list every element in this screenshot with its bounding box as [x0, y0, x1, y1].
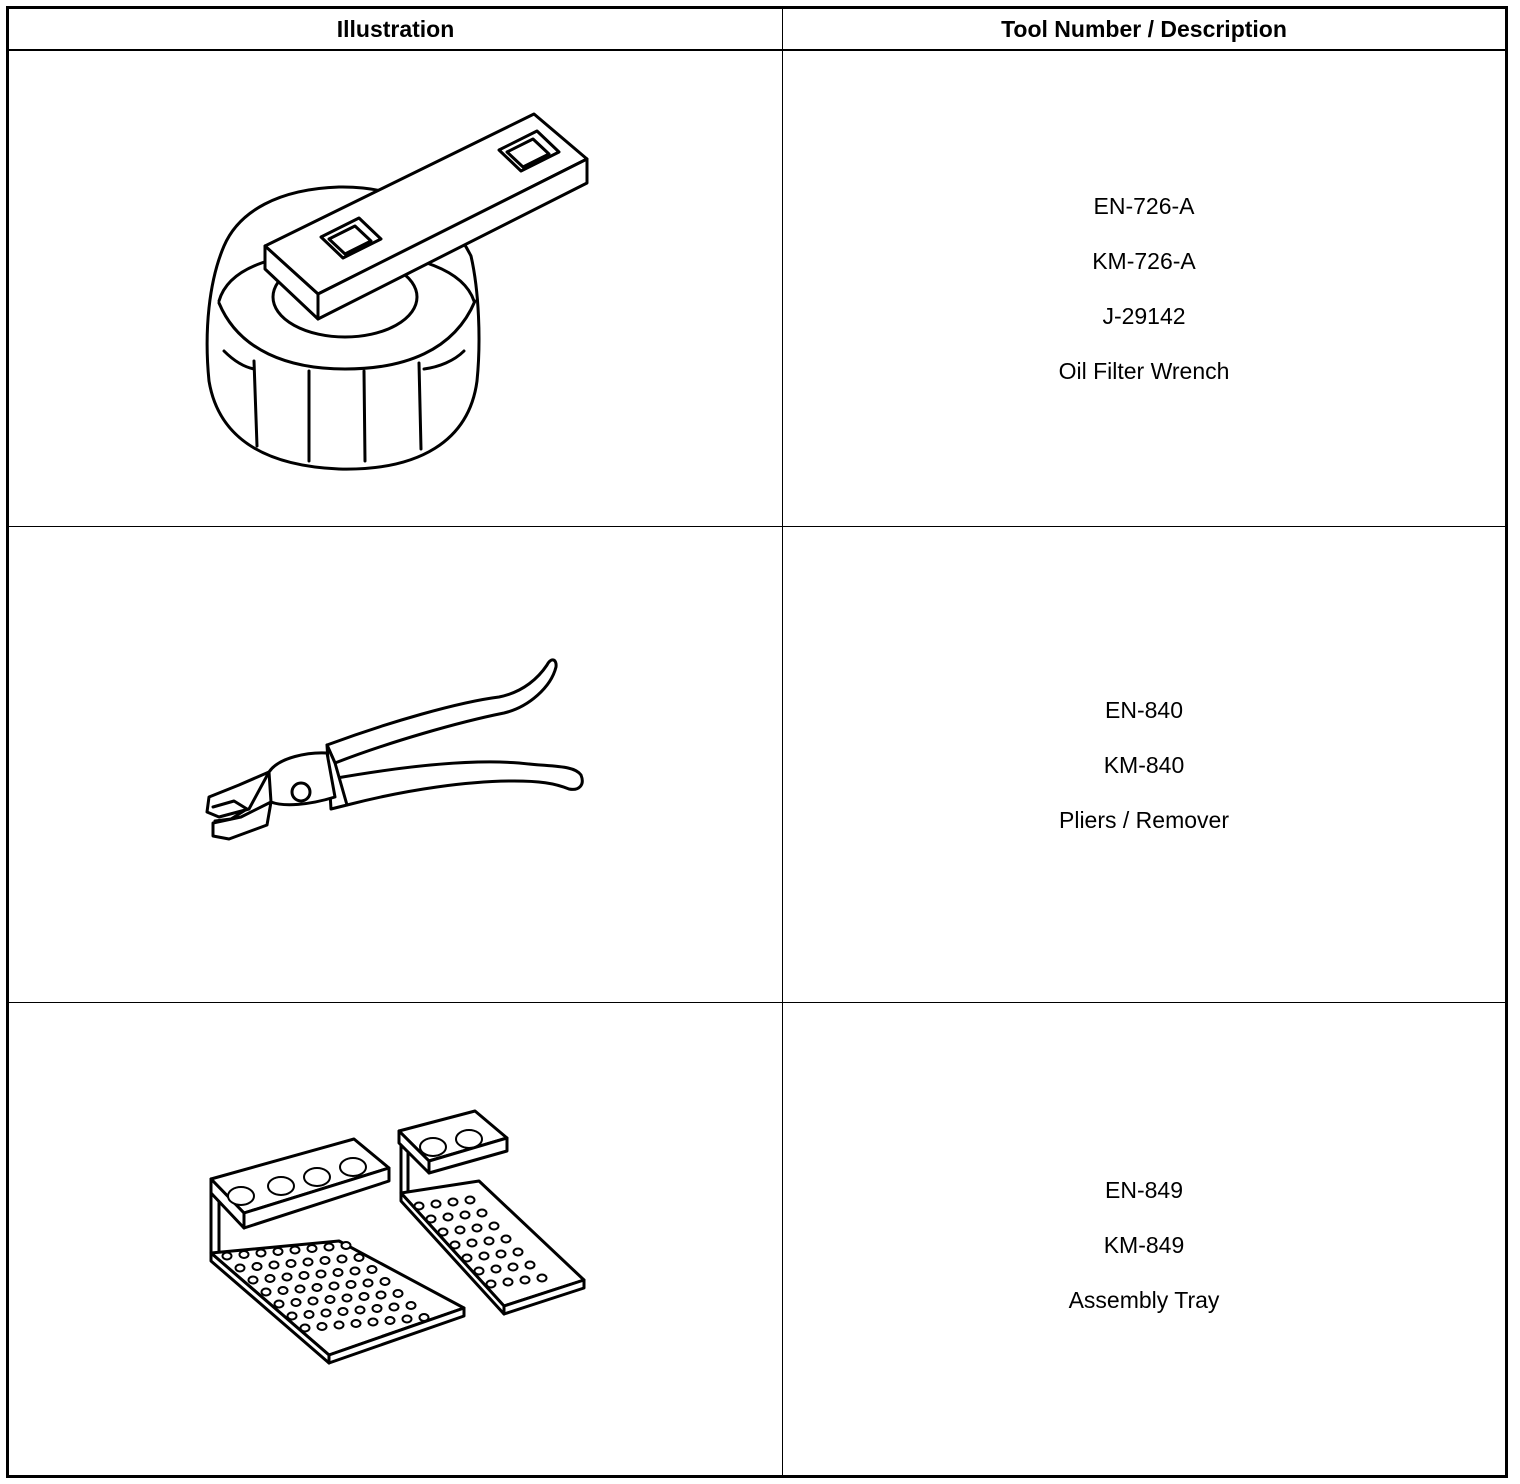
tray-hole: [274, 1248, 283, 1255]
tray-hole: [335, 1322, 344, 1329]
tray-hole: [427, 1216, 436, 1223]
tray-hole: [326, 1296, 335, 1303]
illustration-cell: [9, 527, 782, 1002]
tray-slot: [228, 1187, 254, 1205]
tray-hole: [240, 1251, 249, 1258]
tray-slot: [304, 1168, 330, 1186]
tray-hole: [318, 1323, 327, 1330]
tray-hole: [292, 1299, 301, 1306]
tray-hole: [301, 1325, 310, 1332]
assembly-tray-icon: [9, 1003, 782, 1475]
tray-hole: [338, 1256, 347, 1263]
table-row: [9, 527, 1505, 1002]
tray-hole: [451, 1242, 460, 1249]
tray-hole: [364, 1280, 373, 1287]
tray-hole: [249, 1277, 258, 1284]
tray-hole: [468, 1240, 477, 1247]
tray-hole: [325, 1244, 334, 1251]
tool-number-line: EN-840: [1105, 697, 1183, 723]
pliers-icon: [9, 527, 782, 1002]
tray-hole: [351, 1268, 360, 1275]
tray-hole: [415, 1203, 424, 1210]
tray-hole: [487, 1281, 496, 1288]
tray-hole: [377, 1292, 386, 1299]
tray-hole: [480, 1253, 489, 1260]
tray-hole: [275, 1301, 284, 1308]
tray-hole: [304, 1259, 313, 1266]
tray-hole: [461, 1212, 470, 1219]
tray-hole: [514, 1249, 523, 1256]
tray-hole: [444, 1214, 453, 1221]
tray-hole: [473, 1225, 482, 1232]
tray-hole: [475, 1268, 484, 1275]
tray-hole: [257, 1250, 266, 1257]
tray-hole: [502, 1236, 511, 1243]
description-cell: [783, 527, 1505, 1002]
illustration-cell: [9, 51, 782, 526]
tray-hole: [223, 1253, 232, 1260]
tray-hole: [407, 1302, 416, 1309]
illustration-cell: [9, 1003, 782, 1475]
tray-hole: [308, 1245, 317, 1252]
tray-hole: [526, 1262, 535, 1269]
description-cell: [783, 51, 1505, 526]
tray-hole: [355, 1254, 364, 1261]
tray-hole: [466, 1197, 475, 1204]
tool-description-line: Assembly Tray: [1068, 1287, 1220, 1313]
oil-filter-wrench-icon: [9, 51, 782, 526]
tray-hole: [322, 1310, 331, 1317]
tray-hole: [279, 1287, 288, 1294]
tray-slot: [340, 1158, 366, 1176]
tool-number-line: EN-726-A: [1093, 193, 1195, 219]
tray-hole: [449, 1199, 458, 1206]
tool-description-line: Pliers / Remover: [1059, 807, 1229, 833]
tray-hole: [368, 1266, 377, 1273]
tray-hole: [287, 1260, 296, 1267]
tray-hole: [283, 1274, 292, 1281]
tray-hole: [497, 1251, 506, 1258]
tray-hole: [403, 1316, 412, 1323]
tray-hole: [266, 1275, 275, 1282]
tray-hole: [439, 1229, 448, 1236]
tray-hole: [386, 1317, 395, 1324]
tray-hole: [343, 1295, 352, 1302]
tool-number-line: KM-840: [1103, 752, 1185, 778]
tray-hole: [288, 1313, 297, 1320]
tray-hole: [330, 1283, 339, 1290]
tray-hole: [342, 1242, 351, 1249]
tray-hole: [490, 1223, 499, 1230]
tray-hole: [456, 1227, 465, 1234]
tray-hole: [394, 1290, 403, 1297]
tray-hole: [373, 1305, 382, 1312]
tray-hole: [296, 1286, 305, 1293]
tray-hole: [270, 1262, 279, 1269]
tray-hole: [352, 1320, 361, 1327]
tool-number-line: J-29142: [1102, 303, 1186, 329]
tray-hole: [478, 1210, 487, 1217]
tray-hole: [317, 1271, 326, 1278]
tray-hole: [504, 1279, 513, 1286]
header-illustration: Illustration: [336, 16, 455, 42]
tray-hole: [521, 1277, 530, 1284]
tray-hole: [485, 1238, 494, 1245]
tray-hole: [334, 1269, 343, 1276]
table-header: [9, 9, 1505, 51]
tray-hole: [339, 1308, 348, 1315]
tool-number-line: KM-849: [1103, 1232, 1185, 1258]
tray-hole: [390, 1304, 399, 1311]
tray-hole: [313, 1284, 322, 1291]
tray-hole: [492, 1266, 501, 1273]
tool-description-line: Oil Filter Wrench: [1058, 358, 1230, 384]
tool-table: [6, 6, 1508, 1478]
tray-hole: [360, 1293, 369, 1300]
tray-hole: [356, 1307, 365, 1314]
tray-hole: [253, 1263, 262, 1270]
tray-hole: [309, 1298, 318, 1305]
tray-slot: [268, 1177, 294, 1195]
tray-slot: [456, 1130, 482, 1148]
tray-hole: [509, 1264, 518, 1271]
description-cell: [783, 1003, 1505, 1475]
tray-hole: [432, 1201, 441, 1208]
tray-hole: [369, 1319, 378, 1326]
tool-number-line: KM-726-A: [1092, 248, 1196, 274]
tray-hole: [538, 1275, 547, 1282]
tray-hole: [262, 1289, 271, 1296]
tray-hole: [347, 1281, 356, 1288]
table-row: [9, 51, 1505, 526]
tool-number-line: EN-849: [1105, 1177, 1183, 1203]
tray-hole: [300, 1272, 309, 1279]
tray-hole: [321, 1257, 330, 1264]
tray-hole: [305, 1311, 314, 1318]
header-tool-number-description: Tool Number / Description: [1001, 16, 1287, 42]
tray-hole: [291, 1247, 300, 1254]
tray-hole: [463, 1255, 472, 1262]
tray-slot: [420, 1138, 446, 1156]
tray-hole: [381, 1278, 390, 1285]
tray-hole: [236, 1265, 245, 1272]
tray-hole: [420, 1314, 429, 1321]
table-row: [9, 1003, 1505, 1475]
